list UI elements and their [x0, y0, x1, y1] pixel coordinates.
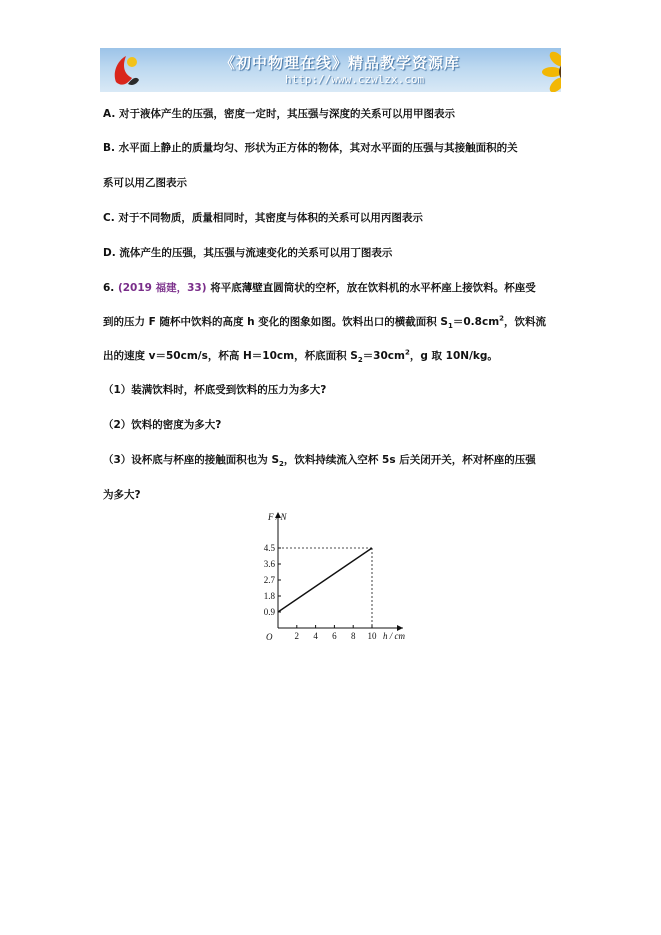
sunflower-icon: [540, 48, 561, 92]
problem-line2-c: ，饮料流: [504, 316, 547, 328]
question-3-line2: 为多大?: [103, 489, 141, 501]
problem-line2-sup: 2: [499, 314, 505, 323]
option-d: D. 流体产生的压强，其压强与流速变化的关系可以用丁图表示: [103, 247, 393, 259]
option-b-line2: 系可以用乙图表示: [103, 177, 187, 189]
problem-line2: [103, 314, 546, 330]
option-c: C. 对于不同物质，质量相同时，其密度与体积的关系可以用丙图表示: [103, 212, 423, 224]
problem-line3: [103, 348, 498, 364]
banner-url[interactable]: http://www.czwlzx.com: [285, 73, 425, 86]
banner-title: 《初中物理在线》精品教学资源库: [220, 54, 461, 72]
problem-line2-b: ＝0.8cm: [452, 316, 500, 328]
logo-icon: [110, 52, 140, 88]
problem-line3-b: ＝30cm: [362, 350, 405, 362]
question-2: （2）饮料的密度为多大?: [103, 419, 222, 431]
y-tick-label: 2.7: [263, 575, 275, 585]
question-3-a: （3）设杯底与杯座的接触面积也为 S: [103, 454, 280, 466]
y-tick-label: 1.8: [263, 591, 275, 601]
x-tick-label: 10: [367, 631, 377, 641]
x-tick-label: 4: [313, 631, 318, 641]
problem-number: 6.: [103, 282, 115, 294]
problem-source: (2019 福建，33): [117, 282, 207, 294]
problem-line3-a: 出的速度 v＝50cm/s，杯高 H＝10cm，杯底面积 S: [103, 350, 358, 362]
problem-line2-sub: 1: [448, 322, 453, 331]
origin-label: O: [266, 632, 273, 642]
option-a: A. 对于液体产生的压强，密度一定时，其压强与深度的关系可以用甲图表示: [103, 108, 455, 120]
force-height-chart: [255, 508, 425, 648]
series-line: [278, 548, 372, 612]
x-tick-label: 6: [332, 631, 337, 641]
y-axis-label: F / N: [268, 512, 287, 522]
header-banner: [100, 48, 561, 92]
option-b-line1: B. 水平面上静止的质量均匀、形状为正方体的物体，其对水平面的压强与其接触面积的关: [103, 142, 518, 154]
x-tick-label: 8: [350, 631, 356, 641]
y-tick-label: 4.5: [263, 543, 275, 553]
problem-line1: [103, 280, 536, 295]
problem-line3-c: ，g 取 10N/kg。: [409, 350, 498, 362]
problem-line3-sup: 2: [404, 348, 410, 357]
problem-line3-sub: 2: [357, 356, 363, 365]
problem-line1-text: 将平底薄壁直圆筒状的空杯，放在饮料机的水平杯座上接饮料。杯座受: [210, 282, 536, 294]
x-tick-label: 2: [294, 631, 300, 641]
question-3-line1: [103, 452, 536, 468]
problem-line2-a: 到的压力 F 随杯中饮料的高度 h 变化的图象如图。饮料出口的横截面积 S: [103, 316, 448, 328]
question-3-sub: 2: [279, 460, 284, 469]
question-1: （1）装满饮料时，杯底受到饮料的压力为多大?: [103, 384, 327, 396]
y-tick-label: 0.9: [263, 607, 275, 617]
y-tick-label: 3.6: [263, 559, 275, 569]
x-axis-label: h / cm: [383, 631, 405, 641]
question-3-b: ，饮料持续流入空杯 5s 后关闭开关，杯对杯座的压强: [283, 454, 536, 466]
